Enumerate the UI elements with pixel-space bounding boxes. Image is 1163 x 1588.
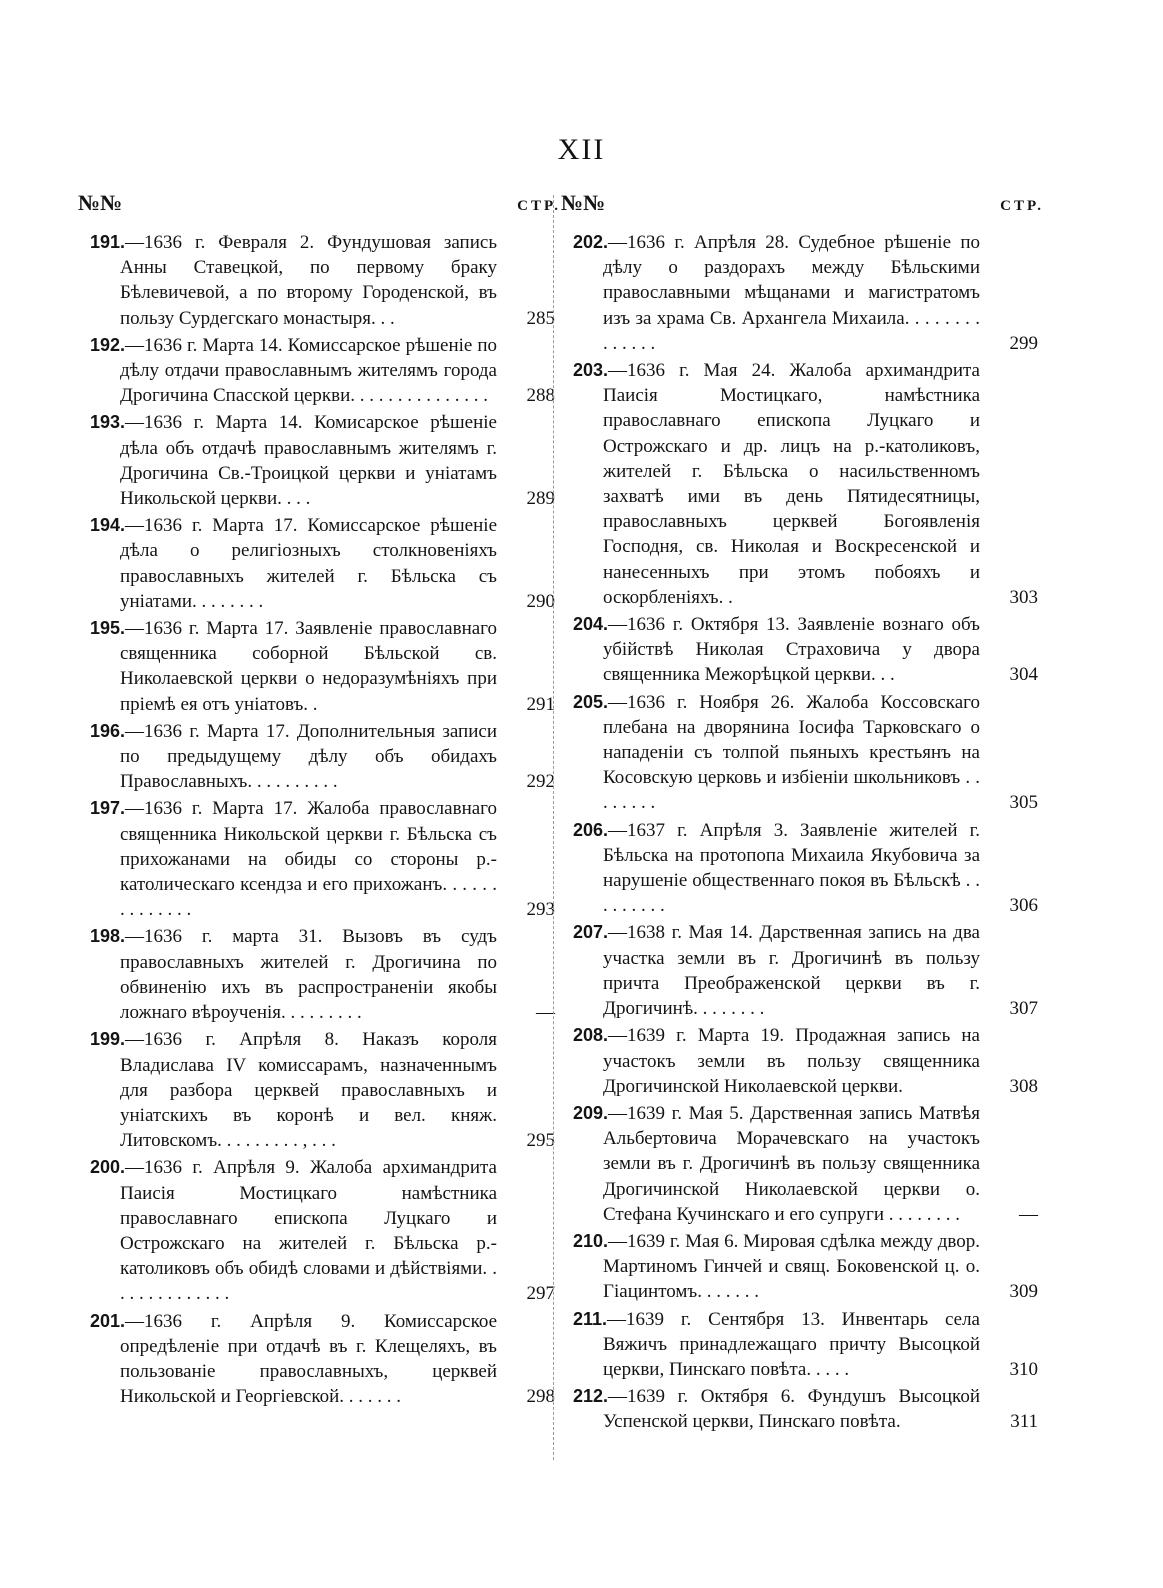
toc-entry: [573, 1384, 1038, 1434]
entry-number: 193.: [90, 412, 126, 433]
toc-entry: [90, 230, 555, 331]
entry-page: 289: [526, 488, 555, 510]
entry-number: 196.: [90, 720, 126, 741]
column-header: [561, 190, 1044, 230]
entry-page: 293: [526, 899, 555, 921]
entry-page: —: [1019, 1203, 1038, 1225]
entry-text: —1639 г. Октября 6. Фундушъ Высоцкой Успенской церкви, Пинскаго повѣта.: [603, 1386, 980, 1433]
toc-entry: [573, 1023, 1038, 1099]
entry-page: 288: [526, 385, 555, 407]
toc-entry: [90, 1155, 555, 1306]
entry-text: —1636 г. Апрѣля 9. Жалоба архимандрита Паисія Мостицкаго намѣстника православнаго епископа Луцкаго и Острожскаго на жителей г. Бѣльска р.-католиковъ объ обидѣ словами и дѣйствіями. . . . . . . . . . . . . .: [120, 1157, 497, 1305]
entry-text: —1636 г. Марта 14. Комисарское рѣшеніе дѣла объ отдачѣ православнымъ жителямъ г. Дрогичина Св.-Троицкой церкви и уніатамъ Никольской церкви. . . .: [120, 412, 497, 510]
entry-number: 202.: [573, 232, 609, 252]
entry-number: 199.: [90, 1029, 126, 1050]
entry-number: 197.: [90, 798, 126, 819]
left-column: [78, 190, 561, 1411]
entry-list: [90, 230, 555, 1409]
toc-entry: [573, 230, 1038, 356]
entry-list: [573, 230, 1038, 1435]
entry-number: 192.: [90, 334, 126, 355]
entry-page: 297: [526, 1283, 555, 1305]
toc-entry: [90, 410, 555, 511]
entry-page: 308: [1009, 1075, 1038, 1097]
number-label: №№: [561, 190, 606, 215]
entry-number: 206.: [573, 819, 609, 840]
entry-page: —: [536, 1002, 555, 1024]
entry-number: 205.: [573, 691, 609, 712]
entry-text: —1638 г. Мая 14. Дарственная запись на два участка земли въ г. Дрогичинѣ въ пользу причта Преображенской церкви въ г. Дрогичинѣ. . . . . . . .: [603, 922, 980, 1020]
toc-entry: [573, 1101, 1038, 1227]
entry-number: 201.: [90, 1310, 126, 1331]
toc-entry: [573, 358, 1038, 610]
number-label: №№: [78, 190, 123, 215]
toc-entry: [573, 1229, 1038, 1305]
entry-text: —1636 г. Апрѣля 8. Наказъ короля Владислава IV комиссарамъ, назначеннымъ для разбора церквей православныхъ и уніатскихъ въ коронѣ и вел. княж. Литовскомъ. . . . . . . . . , . . .: [120, 1029, 497, 1152]
entry-page: 285: [526, 307, 555, 329]
entry-number: 200.: [90, 1157, 126, 1178]
page-number: XII: [557, 133, 606, 166]
toc-entry: [573, 690, 1038, 816]
entry-number: 194.: [90, 515, 126, 536]
entry-page: 303: [1009, 586, 1038, 608]
right-column: [561, 190, 1044, 1437]
toc-entry: [90, 333, 555, 409]
entry-page: 311: [1010, 1411, 1038, 1433]
entry-page: 295: [526, 1130, 555, 1152]
entry-page: 306: [1009, 895, 1038, 917]
entry-number: 203.: [573, 360, 609, 381]
entry-number: 204.: [573, 614, 609, 635]
entry-text: —1639 г. Мая 6. Мировая сдѣлка между двор. Мартиномъ Гинчей и свящ. Боковенской ц. о. Гіацинтомъ. . . . . . .: [603, 1230, 980, 1303]
column-header: [78, 190, 561, 230]
entry-text: —1636 г. Марта 14. Комиссарское рѣшеніе по дѣлу отдачи православнымъ жителямъ города Дрогичина Спасской церкви. . . . . . . . . . . . . . .: [120, 334, 497, 407]
entry-text: —1639 г. Мая 5. Дарственная запись Матвѣя Альбертовича Морачевскаго на участокъ земли въ г. Дрогичинѣ въ пользу священника Дрогичинской Николаевской церкви о. Стефана Кучинскаго и его супруги . . . . . . . .: [603, 1102, 980, 1225]
page-label: СТР.: [1000, 198, 1044, 214]
toc-entry: [90, 1027, 555, 1153]
entry-text: —1639 г. Марта 19. Продажная запись на участокъ земли въ пользу священника Дрогичинской Николаевской церкви.: [603, 1025, 980, 1097]
entry-number: 212.: [573, 1386, 609, 1407]
entry-number: 208.: [573, 1025, 609, 1046]
entry-text: —1636 г. марта 31. Вызовъ въ судъ православныхъ жителей г. Дрогичина по обвиненію ихъ въ распространеніи якобы ложнаго вѣроученія. . . . . . . . .: [120, 926, 497, 1024]
entry-number: 207.: [573, 922, 609, 943]
toc-entry: [573, 1307, 1038, 1383]
entry-text: —1637 г. Апрѣля 3. Заявленіе жителей г. Бѣльска на протопопа Михаила Якубовича за нарушеніе общественнаго покоя въ Бѣльскѣ . . . . . . . . .: [603, 819, 980, 917]
entry-text: —1636 г. Мая 24. Жалоба архимандрита Паисія Мостицкаго, намѣстника православнаго епископа Луцкаго и Острожскаго и др. лицъ на р.-католиковъ, жителей г. Бѣльска о насильственномъ захватѣ ими въ день Пятидесятницы, православныхъ церквей Богоявленія Господня, св. Николая и Воскресенской и нанесенныхъ при этомъ побояхъ и оскорбленіяхъ. .: [603, 360, 980, 608]
entry-page: 299: [1009, 332, 1038, 354]
entry-number: 210.: [573, 1230, 609, 1251]
entry-page: 292: [526, 771, 555, 793]
toc-entry: [90, 1309, 555, 1410]
entry-page: 291: [526, 693, 555, 715]
entry-text: —1636 г. Марта 17. Жалоба православнаго священника Никольской церкви г. Бѣльска съ прихожанами на обиды со стороны р.-католическаго ксендза и его прихожанъ. . . . . . . . . . . . . .: [120, 798, 497, 921]
entry-text: —1639 г. Сентября 13. Инвентарь села Вяжичъ принадлежащаго причту Высоцкой церкви, Пинскаго повѣта. . . . .: [603, 1308, 980, 1380]
entry-page: 298: [526, 1386, 555, 1408]
entry-page: 310: [1009, 1358, 1038, 1380]
entry-text: —1636 г. Марта 17. Дополнительныя записи по предыдущему дѣлу объ обидахъ Православныхъ. . . . . . . . . .: [120, 720, 497, 793]
entry-number: 198.: [90, 926, 126, 947]
toc-entry: [90, 796, 555, 922]
toc-entry: [90, 513, 555, 614]
entry-page: 305: [1009, 792, 1038, 814]
entry-page: 309: [1009, 1281, 1038, 1303]
toc-entry: [573, 818, 1038, 919]
entry-page: 304: [1009, 664, 1038, 686]
entry-text: —1636 г. Апрѣля 28. Судебное рѣшеніе по дѣлу о раздорахъ между Бѣльскими православными мѣщанами и магистратомъ изъ за храма Св. Архангела Михаила. . . . . . . . . . . . . .: [603, 232, 980, 354]
entry-number: 191.: [90, 232, 126, 252]
toc-entry: [90, 924, 555, 1025]
page-label: СТР.: [517, 198, 561, 214]
toc-entry: [573, 920, 1038, 1021]
entry-number: 195.: [90, 618, 126, 639]
entry-number: 211.: [573, 1308, 608, 1329]
toc-entry: [90, 616, 555, 717]
entry-page: 290: [526, 590, 555, 612]
entry-text: —1636 г. Марта 17. Комиссарское рѣшеніе дѣла о религіозныхъ столкновеніяхъ православныхъ жителей г. Бѣльска съ уніатами. . . . . . . .: [120, 515, 497, 612]
entry-text: —1636 г. Февраля 2. Фундушовая запись Анны Ставецкой, по первому браку Бѣлевичевой, а по второму Городенской, въ пользу Сурдегскаго монастыря. . .: [120, 232, 497, 329]
entry-text: —1636 г. Ноября 26. Жалоба Коссовскаго плебана на дворянина Іосифа Тарковскаго о нападеніи съ толпой пьяныхъ крестьянъ на Косовскую церковь и избіеніи школьниковъ . . . . . . . .: [603, 691, 980, 814]
entry-page: 307: [1009, 998, 1038, 1020]
entry-text: —1636 г. Апрѣля 9. Комиссарское опредѣленіе при отдачѣ въ г. Клещеляхъ, въ пользованіе православныхъ, церквей Никольской и Георгіевской. . . . . . .: [120, 1310, 497, 1408]
entry-text: —1636 г. Марта 17. Заявленіе православнаго священника соборной Бѣльской св. Николаевской церкви о недоразумѣніяхъ при пріемѣ ея отъ уніатовъ. .: [120, 618, 497, 715]
column-divider: [553, 195, 555, 1460]
entry-number: 209.: [573, 1102, 609, 1123]
entry-text: —1636 г. Октября 13. Заявленіе вознаго объ убійствѣ Николая Страховича у двора священника Межорѣцкой церкви. . .: [603, 614, 980, 686]
toc-entry: [90, 719, 555, 795]
toc-entry: [573, 612, 1038, 688]
